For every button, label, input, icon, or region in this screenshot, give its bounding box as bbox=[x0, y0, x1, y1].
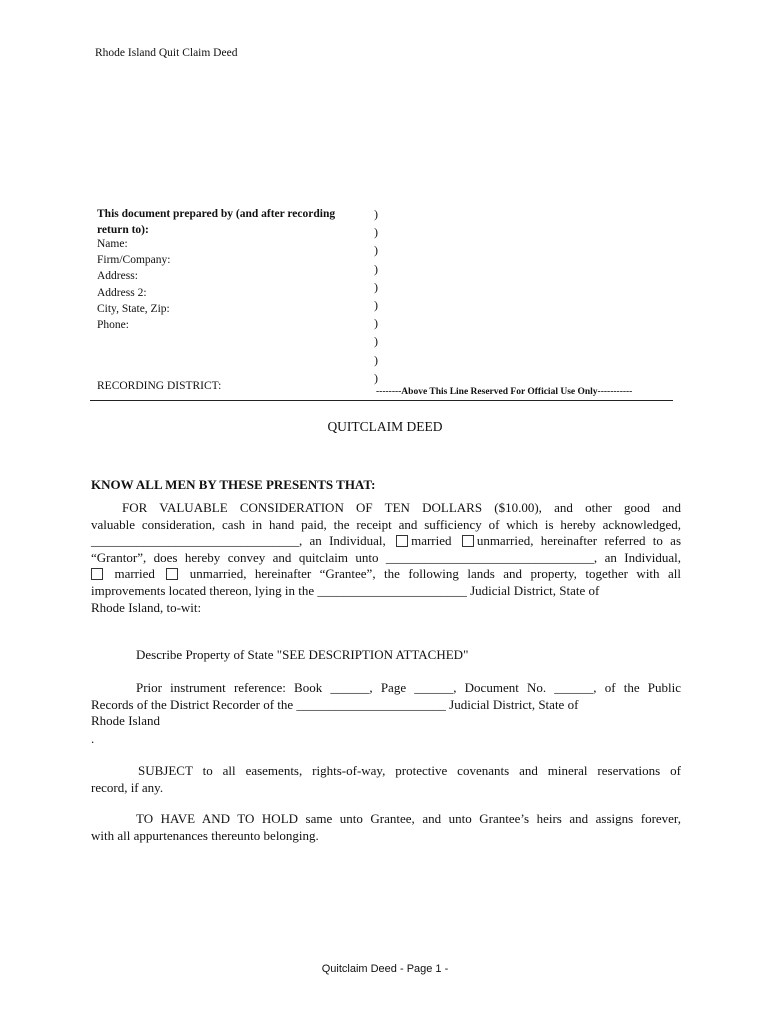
habendum-line-2: with all appurtenances thereunto belonging. bbox=[91, 827, 319, 843]
subject-paragraph bbox=[91, 763, 681, 796]
preparer-firm-field: Firm/Company: bbox=[97, 254, 171, 267]
bracket-paren: ) bbox=[374, 225, 378, 240]
habendum-paragraph bbox=[91, 811, 681, 844]
consideration-line-1: FOR VALUABLE CONSIDERATION OF TEN DOLLARS ($10.00), and other good and bbox=[122, 500, 681, 515]
prior-instrument-paragraph bbox=[91, 680, 681, 730]
bracket-paren: ) bbox=[374, 279, 378, 294]
prior-line-1: Prior instrument reference: Book ______, Page ______, Document No. ______, of the Public bbox=[136, 680, 681, 695]
consideration-paragraph bbox=[91, 500, 681, 616]
grantee-married-label: married bbox=[114, 566, 155, 582]
prior-line-2: Records of the District Recorder of the _______________________ Judicial District, State of bbox=[91, 696, 579, 712]
grantee-unmarried-checkbox[interactable] bbox=[166, 568, 178, 580]
official-use-note: --------Above This Line Reserved For Official Use Only----------- bbox=[376, 387, 633, 397]
preparer-label-line1: This document prepared by (and after recording bbox=[97, 208, 336, 220]
preparer-name-field: Name: bbox=[97, 238, 128, 250]
grantor-married-label: married bbox=[411, 533, 452, 549]
preparer-phone-field: Phone: bbox=[97, 318, 129, 331]
consideration-line-3: ________________________________, an Individual, married unmarried, hereinafter referred to as bbox=[91, 533, 682, 549]
consideration-line-7: Rhode Island, to-wit: bbox=[91, 599, 202, 615]
know-all-heading: KNOW ALL MEN BY THESE PRESENTS THAT: bbox=[91, 477, 376, 492]
property-description: Describe Property of State "SEE DESCRIPTION ATTACHED" bbox=[136, 647, 469, 662]
subject-line-2: record, if any. bbox=[91, 779, 164, 795]
consideration-line-4: “Grantor”, does hereby convey and quitclaim unto ________________________________, an Individual, bbox=[91, 549, 681, 565]
recording-district-label: RECORDING DISTRICT: bbox=[97, 380, 222, 392]
bracket-paren: ) bbox=[374, 243, 378, 258]
preparer-fields bbox=[97, 236, 170, 333]
bracket-paren: ) bbox=[374, 316, 378, 331]
official-use-divider bbox=[90, 400, 673, 401]
grantor-unmarried-checkbox[interactable] bbox=[462, 535, 474, 547]
consideration-line-6: improvements located thereon, lying in the _______________________ Judicial District, State of bbox=[91, 582, 600, 598]
bracket-column bbox=[374, 205, 378, 387]
bracket-paren: ) bbox=[374, 207, 378, 221]
consideration-line-2: valuable consideration, cash in hand paid, the receipt and sufficiency of which is hereby acknowledged, bbox=[91, 516, 681, 532]
preparer-address-field: Address: bbox=[97, 270, 138, 283]
habendum-line-1: TO HAVE AND TO HOLD same unto Grantee, and unto Grantee’s heirs and assigns forever, bbox=[136, 811, 681, 826]
preparer-city-state-zip-field: City, State, Zip: bbox=[97, 302, 170, 315]
consideration-line-5: married unmarried, hereinafter “Grantee”, the following lands and property, together with all bbox=[91, 566, 681, 583]
deed-title: QUITCLAIM DEED bbox=[327, 419, 443, 434]
preparer-address2-field: Address 2: bbox=[97, 286, 147, 299]
grantor-married-checkbox[interactable] bbox=[396, 535, 408, 547]
bracket-paren: ) bbox=[374, 370, 378, 385]
stray-period: . bbox=[91, 731, 95, 746]
bracket-paren: ) bbox=[374, 334, 378, 349]
prior-line-3: Rhode Island bbox=[91, 713, 160, 729]
subject-line-1: SUBJECT to all easements, rights-of-way, protective covenants and mineral reservations of bbox=[138, 763, 681, 778]
bracket-paren: ) bbox=[374, 352, 378, 367]
preparer-label bbox=[97, 206, 335, 238]
grantee-married-checkbox[interactable] bbox=[91, 568, 103, 580]
preparer-label-line2: return to): bbox=[97, 224, 149, 236]
document-header-title: Rhode Island Quit Claim Deed bbox=[95, 47, 238, 59]
bracket-paren: ) bbox=[374, 261, 378, 276]
page-footer: Quitclaim Deed - Page 1 - bbox=[321, 963, 449, 975]
bracket-paren: ) bbox=[374, 297, 378, 312]
